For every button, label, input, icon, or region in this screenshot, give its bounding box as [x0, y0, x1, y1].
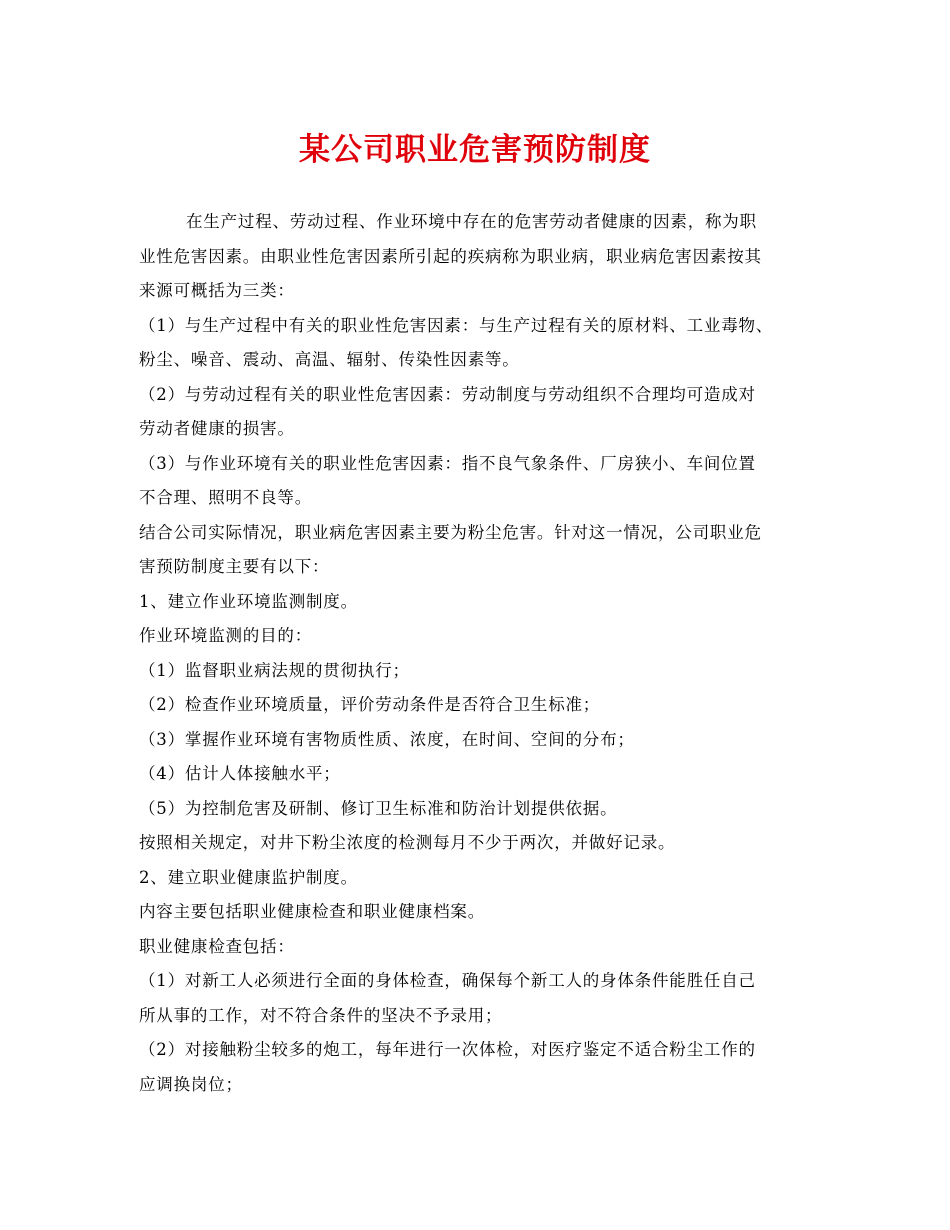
paragraph-line: 职业健康检查包括： [139, 936, 295, 956]
list-item: （2）对接触粉尘较多的炮工，每年进行一次体检，对医疗鉴定不适合粉尘工作的 [139, 1040, 756, 1059]
paragraph-line: 粉尘、噪音、震动、高温、辐射、传染性因素等。 [139, 350, 520, 369]
paragraph-line: （1）与生产过程中有关的职业性危害因素：与生产过程有关的原材料、工业毒物、 [139, 315, 774, 335]
list-item: （3）掌握作业环境有害物质性质、浓度，在时间、空间的分布； [139, 729, 635, 749]
paragraph-line: 作业环境监测的目的： [139, 626, 312, 645]
paragraph-line: 来源可概括为三类： [139, 281, 295, 300]
document-body [139, 205, 811, 1102]
paragraph-line: 应调换岗位； [139, 1074, 243, 1094]
paragraph-line: 害预防制度主要有以下： [139, 557, 330, 576]
paragraph-line: 内容主要包括职业健康检查和职业健康档案。 [139, 902, 485, 921]
paragraph-line: 劳动者健康的损害。 [139, 419, 295, 438]
list-item: （1）对新工人必须进行全面的身体检查，确保每个新工人的身体条件能胜任自己 [139, 971, 756, 990]
section-heading: 2、建立职业健康监护制度。 [139, 867, 358, 887]
paragraph-line: 在生产过程、劳动过程、作业环境中存在的危害劳动者健康的因素，称为职 [186, 212, 757, 231]
document-title: 某公司职业危害预防制度 [299, 132, 651, 168]
paragraph-line: 所从事的工作，对不符合条件的坚决不予录用； [139, 1005, 503, 1025]
paragraph-line: 不合理、照明不良等。 [139, 488, 312, 507]
list-item: （4）估计人体接触水平； [139, 764, 341, 783]
paragraph-line: 按照相关规定，对井下粉尘浓度的检测每月不少于两次，并做好记录。 [139, 833, 676, 852]
section-heading: 1、建立作业环境监测制度。 [139, 591, 358, 611]
list-item: （1）监督职业病法规的贯彻执行； [139, 660, 410, 680]
paragraph-line: （3）与作业环境有关的职业性危害因素：指不良气象条件、厂房狭小、车间位置 [139, 453, 756, 473]
paragraph-line: 结合公司实际情况，职业病危害因素主要为粉尘危害。针对这一情况，公司职业危 [139, 522, 762, 542]
list-item: （2）检查作业环境质量，评价劳动条件是否符合卫生标准； [139, 695, 601, 714]
paragraph-line: 业性危害因素。由职业性危害因素所引起的疾病称为职业病，职业病危害因素按其 [139, 246, 762, 266]
paragraph-line: （2）与劳动过程有关的职业性危害因素：劳动制度与劳动组织不合理均可造成对 [139, 384, 756, 404]
list-item: （5）为控制危害及研制、修订卫生标准和防治计划提供依据。 [139, 798, 618, 818]
